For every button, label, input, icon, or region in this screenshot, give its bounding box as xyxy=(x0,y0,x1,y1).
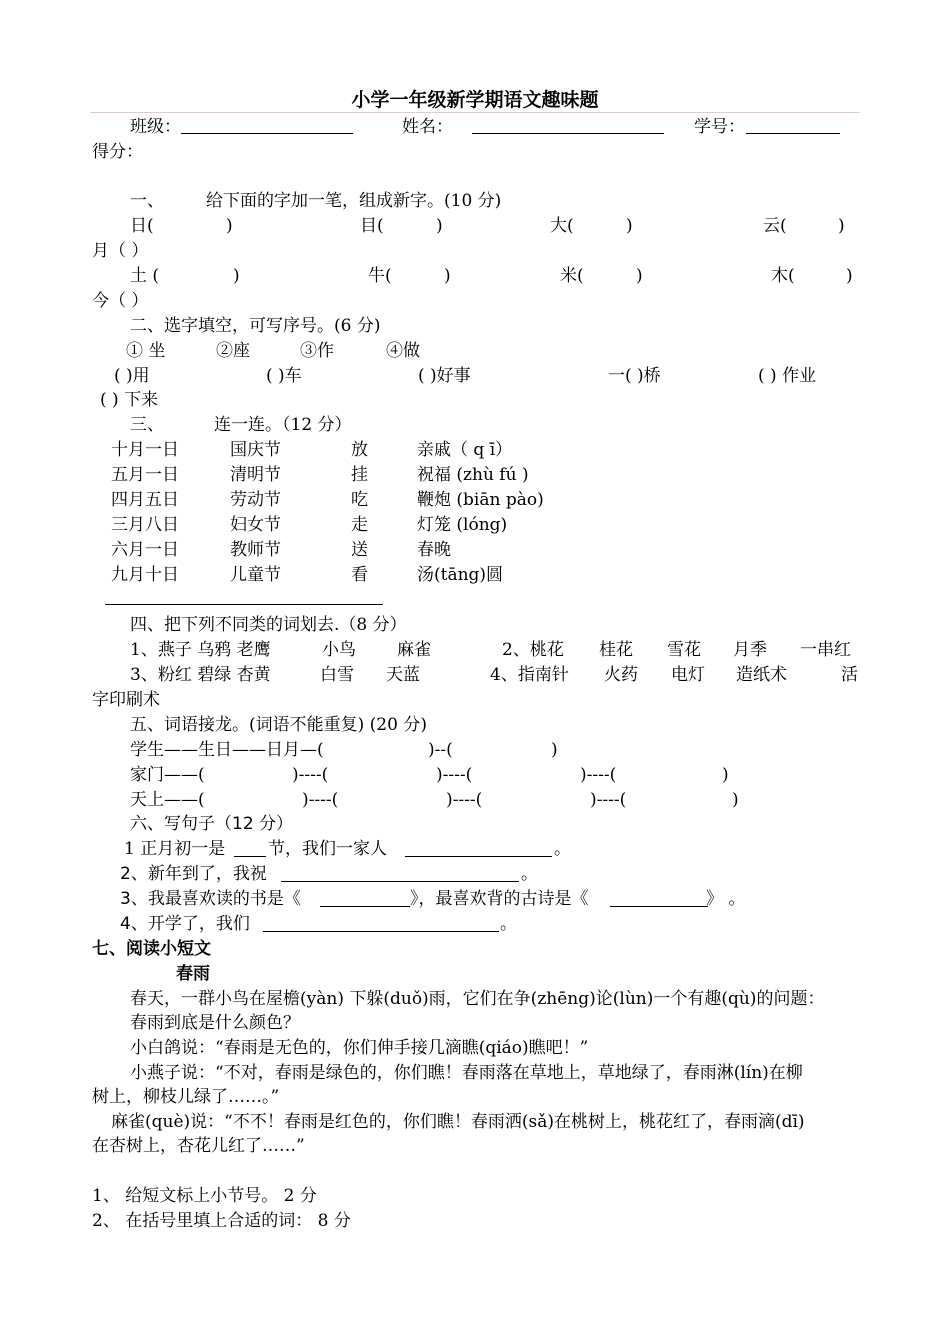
number-field[interactable] xyxy=(746,133,840,134)
s5-r3-d: )----( xyxy=(590,790,627,810)
s1-r1-d: 云( xyxy=(763,216,787,236)
s3-heading: 连一连。（12 分） xyxy=(214,415,352,435)
s4-l2-e: 火药 xyxy=(604,665,638,685)
number-label: 学号： xyxy=(694,117,745,137)
s5-r3-a: 天上——( xyxy=(130,790,205,810)
s4-l1-e: 桂花 xyxy=(599,640,633,660)
s4-l2-a: 3、粉红 碧绿 杏黄 xyxy=(130,665,271,685)
s4-l2-b: 白雪 xyxy=(320,665,354,685)
s5-r2-b: )----( xyxy=(292,765,329,785)
story-p1b: 春雨到底是什么颜色？ xyxy=(130,1013,300,1033)
s3-row-6-date: 九月十日 xyxy=(111,565,179,585)
s4-l2-h: 活 xyxy=(841,665,858,685)
s2-item-5: ( ) 作业 xyxy=(758,366,817,386)
s3-row-5-date: 六月一日 xyxy=(111,540,179,560)
s3-row-5-noun: 春晚 xyxy=(417,540,451,560)
s1-r2-d-close: ) xyxy=(846,266,853,286)
story-p3a: 小燕子说：“不对，春雨是绿色的，你们瞧！春雨落在草地上，草地绿了，春雨淋(lín)在柳 xyxy=(130,1063,803,1083)
s6-q3-blank-2[interactable] xyxy=(610,906,708,907)
s3-heading-num: 三、 xyxy=(130,415,164,435)
s2-heading: 二、选字填空，可写序号。(6 分) xyxy=(130,316,381,336)
s5-r1-c: ) xyxy=(551,740,558,760)
s6-q1-blank-2[interactable] xyxy=(405,856,552,857)
s2-item-2: ( )车 xyxy=(266,366,302,386)
reading-q1: 1、 给短文标上小节号。 2 分 xyxy=(92,1186,317,1206)
score-label: 得分： xyxy=(92,142,143,162)
story-title: 春雨 xyxy=(176,964,210,984)
s4-heading: 四、把下列不同类的词划去.（8 分） xyxy=(130,615,407,635)
s4-l1-b: 小鸟 xyxy=(322,640,356,660)
s3-row-5-verb: 送 xyxy=(351,540,368,560)
s4-l1-a: 1、燕子 乌鸦 老鹰 xyxy=(130,640,271,660)
s2-option-2: ②座 xyxy=(216,341,250,361)
s3-row-2-verb: 挂 xyxy=(351,465,368,485)
s6-q1-c: 。 xyxy=(554,839,571,859)
s5-r3-e: ) xyxy=(732,790,739,810)
page-title: 小学一年级新学期语文趣味题 xyxy=(351,89,599,111)
s1-r2-b: 牛( xyxy=(368,266,392,286)
s5-r1-a: 学生——生日——日月—( xyxy=(130,740,324,760)
s3-row-6-verb: 看 xyxy=(351,565,368,585)
s1-r2-tail: 今（ ） xyxy=(92,291,149,311)
story-p4a: 麻雀(què)说：“不不！春雨是红色的，你们瞧！春雨洒(sǎ)在桃树上，桃花红了，春雨滴(dī) xyxy=(111,1112,805,1132)
s1-r2-c-close: ) xyxy=(636,266,643,286)
s5-r1-b: )--( xyxy=(428,740,453,760)
s6-q1-blank-1[interactable] xyxy=(234,856,266,857)
s3-row-1-noun: 亲戚（ q ī） xyxy=(417,440,513,460)
s1-r1-a: 日( xyxy=(130,216,154,236)
s6-q3-b: 》，最喜欢背的古诗是《 xyxy=(410,889,589,909)
s1-r1-b-close: ) xyxy=(436,216,443,236)
s4-l2-c: 天蓝 xyxy=(386,665,420,685)
s5-r2-e: ) xyxy=(722,765,729,785)
s1-r1-a-close: ) xyxy=(226,216,233,236)
s6-q3-c: 》 。 xyxy=(706,889,746,909)
s4-l3: 字印刷术 xyxy=(92,690,160,710)
story-p4b: 在杏树上，杏花儿红了……” xyxy=(92,1136,305,1156)
s1-r2-a-close: ) xyxy=(233,266,240,286)
s4-l2-g: 造纸术 xyxy=(736,665,787,685)
s6-q4-a: 4、开学了，我们 xyxy=(120,914,250,934)
s5-r3-b: )----( xyxy=(302,790,339,810)
s3-row-4-noun: 灯笼 (lóng) xyxy=(417,515,508,535)
s3-row-2-date: 五月一日 xyxy=(111,465,179,485)
s3-row-2-noun: 祝福 (zhù fú ) xyxy=(417,465,529,485)
s5-r2-c: )----( xyxy=(436,765,473,785)
s1-r1-b: 目( xyxy=(360,216,384,236)
s6-q2-a: 2、新年到了，我祝 xyxy=(120,864,267,884)
s7-heading: 七、阅读小短文 xyxy=(92,939,211,959)
s1-r2-d: 木( xyxy=(771,266,795,286)
name-field[interactable] xyxy=(472,133,664,134)
s3-row-6-noun: 汤(tāng)圆 xyxy=(417,565,504,585)
s3-row-1-festival: 国庆节 xyxy=(230,440,281,460)
s1-r2-b-close: ) xyxy=(444,266,451,286)
s1-heading: 给下面的字加一笔，组成新字。(10 分) xyxy=(206,191,502,211)
s6-q1-a: 1 正月初一是 xyxy=(124,839,226,859)
s3-row-3-noun: 鞭炮 (biān pào) xyxy=(417,490,544,510)
s6-q2-b: 。 xyxy=(521,864,538,884)
story-p2: 小白鸽说：“春雨是无色的，你们伸手接几滴瞧(qiáo)瞧吧！” xyxy=(130,1038,589,1058)
s3-row-4-verb: 走 xyxy=(351,515,368,535)
s1-r1-d-close: ) xyxy=(838,216,845,236)
s5-heading: 五、词语接龙。(词语不能重复) (20 分) xyxy=(130,715,427,735)
s5-r3-c: )----( xyxy=(446,790,483,810)
s1-r1-c: 大( xyxy=(550,216,574,236)
s1-r1-tail: 月（ ） xyxy=(92,241,149,261)
s3-row-3-date: 四月五日 xyxy=(111,490,179,510)
s6-q2-blank[interactable] xyxy=(281,881,519,882)
reading-q2: 2、 在括号里填上合适的词： 8 分 xyxy=(92,1211,351,1231)
s3-row-6-festival: 儿童节 xyxy=(230,565,281,585)
s2-option-1: ① 坐 xyxy=(126,341,166,361)
class-field[interactable] xyxy=(181,133,353,134)
s3-row-2-festival: 清明节 xyxy=(230,465,281,485)
s6-q1-b: 节，我们一家人 xyxy=(268,839,387,859)
s2-item-4: 一( )桥 xyxy=(608,366,661,386)
s6-q3-blank-1[interactable] xyxy=(320,906,410,907)
s3-row-5-festival: 教师节 xyxy=(230,540,281,560)
s6-q3-a: 3、我最喜欢读的书是《 xyxy=(120,889,301,909)
name-label: 姓名： xyxy=(402,117,453,137)
s5-r2-a: 家门——( xyxy=(130,765,205,785)
s1-heading-num: 一、 xyxy=(130,191,164,211)
s2-item-6: ( ) 下来 xyxy=(100,390,159,410)
s4-l2-f: 电灯 xyxy=(671,665,705,685)
s3-row-3-verb: 吃 xyxy=(351,490,368,510)
s2-option-3: ③作 xyxy=(300,341,334,361)
s4-l1-f: 雪花 xyxy=(667,640,701,660)
s4-l1-g: 月季 xyxy=(733,640,767,660)
s6-q4-b: 。 xyxy=(500,914,517,934)
story-p1a: 春天，一群小鸟在屋檐(yàn) 下躲(duǒ)雨，它们在争(zhēng)论(lùn)一个有趣(qù)的问题： xyxy=(130,989,825,1009)
s3-row-4-date: 三月八日 xyxy=(111,515,179,535)
s3-row-1-date: 十月一日 xyxy=(111,440,179,460)
s1-r2-c: 米( xyxy=(560,266,584,286)
s1-r2-a: 土 ( xyxy=(130,266,160,286)
s5-r2-d: )----( xyxy=(580,765,617,785)
s4-l1-h: 一串红 xyxy=(800,640,851,660)
title-rule xyxy=(90,112,860,113)
s3-row-1-verb: 放 xyxy=(351,440,368,460)
class-label: 班级： xyxy=(130,117,181,137)
section-divider xyxy=(105,604,383,605)
s2-item-3: ( )好事 xyxy=(418,366,471,386)
story-p3b: 树上，柳枝儿绿了……。” xyxy=(92,1087,280,1107)
s1-r1-c-close: ) xyxy=(626,216,633,236)
s6-q4-blank[interactable] xyxy=(263,931,499,932)
s4-l1-d: 2、桃花 xyxy=(502,640,564,660)
s2-item-1: ( )用 xyxy=(114,366,150,386)
s6-heading: 六、写句子（12 分） xyxy=(130,814,294,834)
s2-option-4: ④做 xyxy=(386,341,420,361)
s3-row-4-festival: 妇女节 xyxy=(230,515,281,535)
s3-row-3-festival: 劳动节 xyxy=(230,490,281,510)
s4-l2-d: 4、指南针 xyxy=(490,665,569,685)
s4-l1-c: 麻雀 xyxy=(397,640,431,660)
